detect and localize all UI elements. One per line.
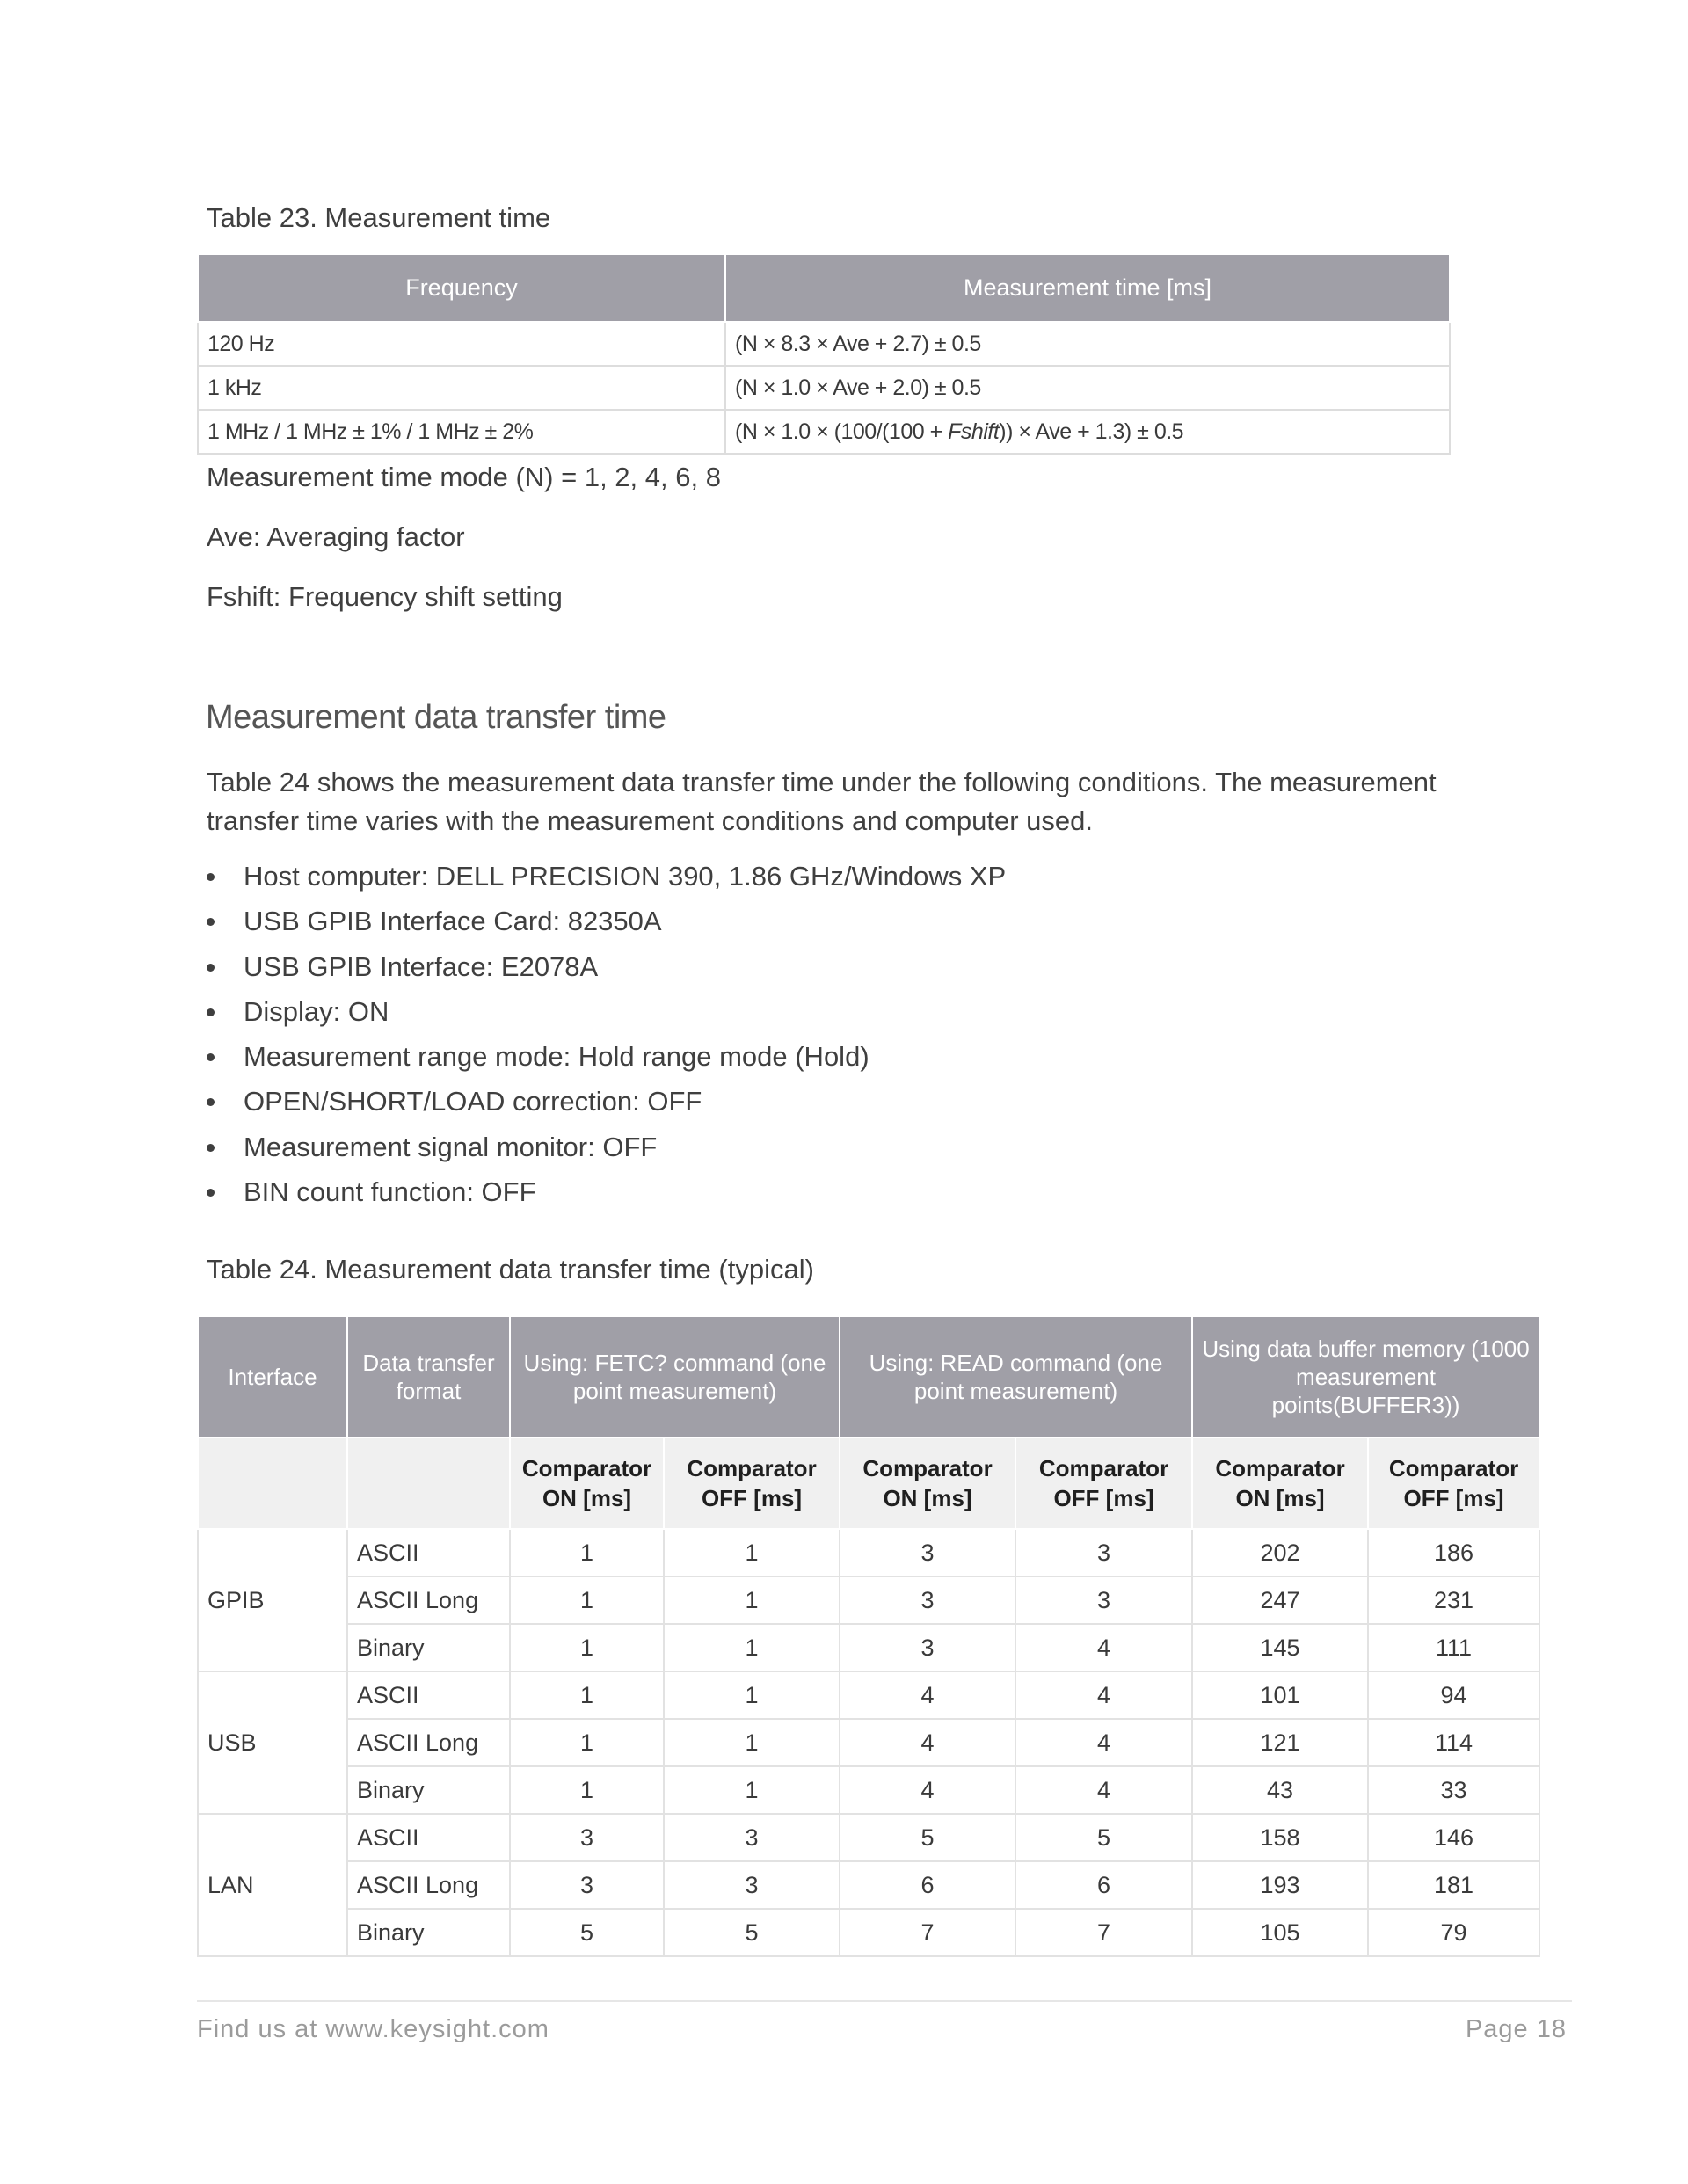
subheader-empty [198, 1438, 347, 1529]
value-cell: 5 [1015, 1814, 1192, 1861]
table-row [198, 1529, 1539, 1576]
subheader-comparator [1192, 1438, 1368, 1529]
subheader-line: OFF [ms] [1403, 1485, 1504, 1511]
column-header-interface: Interface [198, 1316, 347, 1438]
list-item [207, 993, 1006, 1037]
value-cell: 43 [1192, 1766, 1368, 1814]
bullet-icon [207, 964, 215, 972]
formula-variable: Fshift [948, 419, 1000, 444]
value-cell: 1 [664, 1576, 840, 1624]
value-cell: 3 [840, 1576, 1015, 1624]
list-item [207, 1082, 1006, 1127]
measurement-time-table [197, 253, 1451, 455]
value-cell: 121 [1192, 1719, 1368, 1766]
format-cell: ASCII [347, 1814, 510, 1861]
value-cell: 4 [1015, 1671, 1192, 1719]
value-cell: 7 [840, 1909, 1015, 1956]
list-item [207, 1037, 1006, 1082]
value-cell: 4 [840, 1671, 1015, 1719]
value-cell: 145 [1192, 1624, 1368, 1671]
value-cell: 111 [1368, 1624, 1539, 1671]
frequency-cell: 120 Hz [198, 322, 725, 366]
value-cell: 33 [1368, 1766, 1539, 1814]
interface-cell: USB [198, 1671, 347, 1814]
bullet-icon [207, 1008, 215, 1016]
value-cell: 1 [664, 1624, 840, 1671]
formula-part: )) × Ave + 1.3) ± 0.5 [999, 419, 1184, 444]
format-cell: Binary [347, 1624, 510, 1671]
column-header-format: Data transfer format [347, 1316, 510, 1438]
subheader-line: Comparator [862, 1455, 993, 1481]
footer-page-number: Page 18 [1465, 2015, 1567, 2043]
value-cell: 3 [1015, 1529, 1192, 1576]
subheader-comparator [510, 1438, 664, 1529]
format-cell: ASCII [347, 1529, 510, 1576]
value-cell: 101 [1192, 1671, 1368, 1719]
value-cell: 3 [510, 1814, 664, 1861]
format-cell: ASCII [347, 1671, 510, 1719]
bullet-icon [207, 918, 215, 926]
bullet-icon [207, 1189, 215, 1197]
list-item [207, 948, 1006, 993]
column-group-buffer: Using data buffer memory (1000 measurement points(BUFFER3)) [1192, 1316, 1539, 1438]
table-row [198, 1576, 1539, 1624]
value-cell: 4 [1015, 1719, 1192, 1766]
subheader-line: OFF [ms] [1053, 1485, 1154, 1511]
value-cell: 146 [1368, 1814, 1539, 1861]
formula-part: (N × 1.0 × (100/(100 + [735, 419, 949, 444]
format-cell: ASCII Long [347, 1576, 510, 1624]
conditions-list [207, 857, 1006, 1218]
value-cell: 1 [664, 1529, 840, 1576]
value-cell: 4 [1015, 1766, 1192, 1814]
subheader-comparator [840, 1438, 1015, 1529]
value-cell: 202 [1192, 1529, 1368, 1576]
subheader-line: Comparator [1038, 1455, 1169, 1481]
value-cell: 3 [664, 1861, 840, 1909]
value-cell: 181 [1368, 1861, 1539, 1909]
value-cell: 1 [510, 1576, 664, 1624]
value-cell: 193 [1192, 1861, 1368, 1909]
format-cell: ASCII Long [347, 1719, 510, 1766]
value-cell: 5 [510, 1909, 664, 1956]
value-cell: 1 [664, 1766, 840, 1814]
measurement-time-cell [725, 410, 1450, 454]
transfer-time-table [197, 1315, 1540, 1957]
frequency-cell: 1 kHz [198, 366, 725, 410]
value-cell: 94 [1368, 1671, 1539, 1719]
interface-cell: LAN [198, 1814, 347, 1956]
subheader-line: ON [ms] [1235, 1485, 1325, 1511]
bullet-icon [207, 1053, 215, 1061]
value-cell: 114 [1368, 1719, 1539, 1766]
list-item-text: USB GPIB Interface: E2078A [244, 950, 599, 982]
format-cell: Binary [347, 1766, 510, 1814]
column-header-frequency: Frequency [198, 254, 725, 322]
column-group-read: Using: READ command (one point measurement) [840, 1316, 1192, 1438]
list-item [207, 1128, 1006, 1173]
format-cell: Binary [347, 1909, 510, 1956]
note-frequency-shift: Fshift: Frequency shift setting [207, 581, 563, 612]
table-row [198, 322, 1450, 366]
frequency-cell: 1 MHz / 1 MHz ± 1% / 1 MHz ± 2% [198, 410, 725, 454]
intro-paragraph: Table 24 shows the measurement data transfer time under the following conditions. The measurement transfer time varies with the measurement conditions and computer used. [207, 767, 1437, 836]
list-item [207, 902, 1006, 947]
value-cell: 3 [840, 1529, 1015, 1576]
table-row [198, 1624, 1539, 1671]
table-row [198, 1719, 1539, 1766]
table-row [198, 1814, 1539, 1861]
interface-cell: GPIB [198, 1529, 347, 1671]
table-24-caption: Table 24. Measurement data transfer time (typical) [207, 1254, 814, 1285]
bullet-icon [207, 1098, 215, 1106]
subheader-line: ON [ms] [883, 1485, 972, 1511]
subheader-line: ON [ms] [542, 1485, 632, 1511]
value-cell: 231 [1368, 1576, 1539, 1624]
table-row [198, 1766, 1539, 1814]
footer-website: Find us at www.keysight.com [197, 2015, 549, 2043]
subheader-line: Comparator [687, 1455, 817, 1481]
list-item [207, 857, 1006, 902]
table-row [198, 366, 1450, 410]
value-cell: 3 [1015, 1576, 1192, 1624]
value-cell: 1 [510, 1671, 664, 1719]
table-row [198, 1671, 1539, 1719]
subheader-line: OFF [ms] [701, 1485, 803, 1511]
measurement-time-cell: (N × 1.0 × Ave + 2.0) ± 0.5 [725, 366, 1450, 410]
subheader-comparator [664, 1438, 840, 1529]
value-cell: 1 [510, 1766, 664, 1814]
list-item-text: Measurement signal monitor: OFF [244, 1131, 658, 1162]
value-cell: 3 [510, 1861, 664, 1909]
list-item-text: BIN count function: OFF [244, 1176, 536, 1208]
subheader-row [198, 1438, 1539, 1529]
value-cell: 1 [664, 1719, 840, 1766]
bullet-icon [207, 1144, 215, 1152]
format-cell: ASCII Long [347, 1861, 510, 1909]
value-cell: 247 [1192, 1576, 1368, 1624]
value-cell: 4 [1015, 1624, 1192, 1671]
bullet-icon [207, 873, 215, 881]
value-cell: 158 [1192, 1814, 1368, 1861]
footer-divider [197, 2000, 1572, 2002]
value-cell: 1 [510, 1624, 664, 1671]
table-row [198, 410, 1450, 454]
list-item [207, 1173, 1006, 1218]
subheader-comparator [1368, 1438, 1539, 1529]
value-cell: 4 [840, 1719, 1015, 1766]
section-heading: Measurement data transfer time [206, 699, 666, 736]
list-item-text: Host computer: DELL PRECISION 390, 1.86 GHz/Windows XP [244, 861, 1007, 892]
list-item-text: USB GPIB Interface Card: 82350A [244, 906, 662, 937]
note-measurement-time-mode: Measurement time mode (N) = 1, 2, 4, 6, 8 [207, 462, 721, 492]
subheader-line: Comparator [1388, 1455, 1519, 1481]
measurement-time-cell: (N × 8.3 × Ave + 2.7) ± 0.5 [725, 322, 1450, 366]
table-row [198, 1909, 1539, 1956]
note-averaging-factor: Ave: Averaging factor [207, 521, 465, 552]
list-item-text: Measurement range mode: Hold range mode (Hold) [244, 1041, 869, 1073]
value-cell: 79 [1368, 1909, 1539, 1956]
value-cell: 7 [1015, 1909, 1192, 1956]
table-23-caption: Table 23. Measurement time [207, 202, 551, 233]
value-cell: 186 [1368, 1529, 1539, 1576]
value-cell: 3 [840, 1624, 1015, 1671]
value-cell: 1 [664, 1671, 840, 1719]
value-cell: 6 [840, 1861, 1015, 1909]
subheader-comparator [1015, 1438, 1192, 1529]
subheader-line: Comparator [521, 1455, 652, 1481]
value-cell: 4 [840, 1766, 1015, 1814]
value-cell: 6 [1015, 1861, 1192, 1909]
list-item-text: Display: ON [244, 995, 389, 1027]
table-row [198, 1861, 1539, 1909]
value-cell: 3 [664, 1814, 840, 1861]
value-cell: 1 [510, 1719, 664, 1766]
value-cell: 1 [510, 1529, 664, 1576]
value-cell: 5 [664, 1909, 840, 1956]
subheader-line: Comparator [1215, 1455, 1345, 1481]
column-group-fetc: Using: FETC? command (one point measurement) [510, 1316, 840, 1438]
subheader-empty [347, 1438, 510, 1529]
value-cell: 5 [840, 1814, 1015, 1861]
column-header-measurement-time: Measurement time [ms] [725, 254, 1450, 322]
value-cell: 105 [1192, 1909, 1368, 1956]
list-item-text: OPEN/SHORT/LOAD correction: OFF [244, 1086, 702, 1117]
